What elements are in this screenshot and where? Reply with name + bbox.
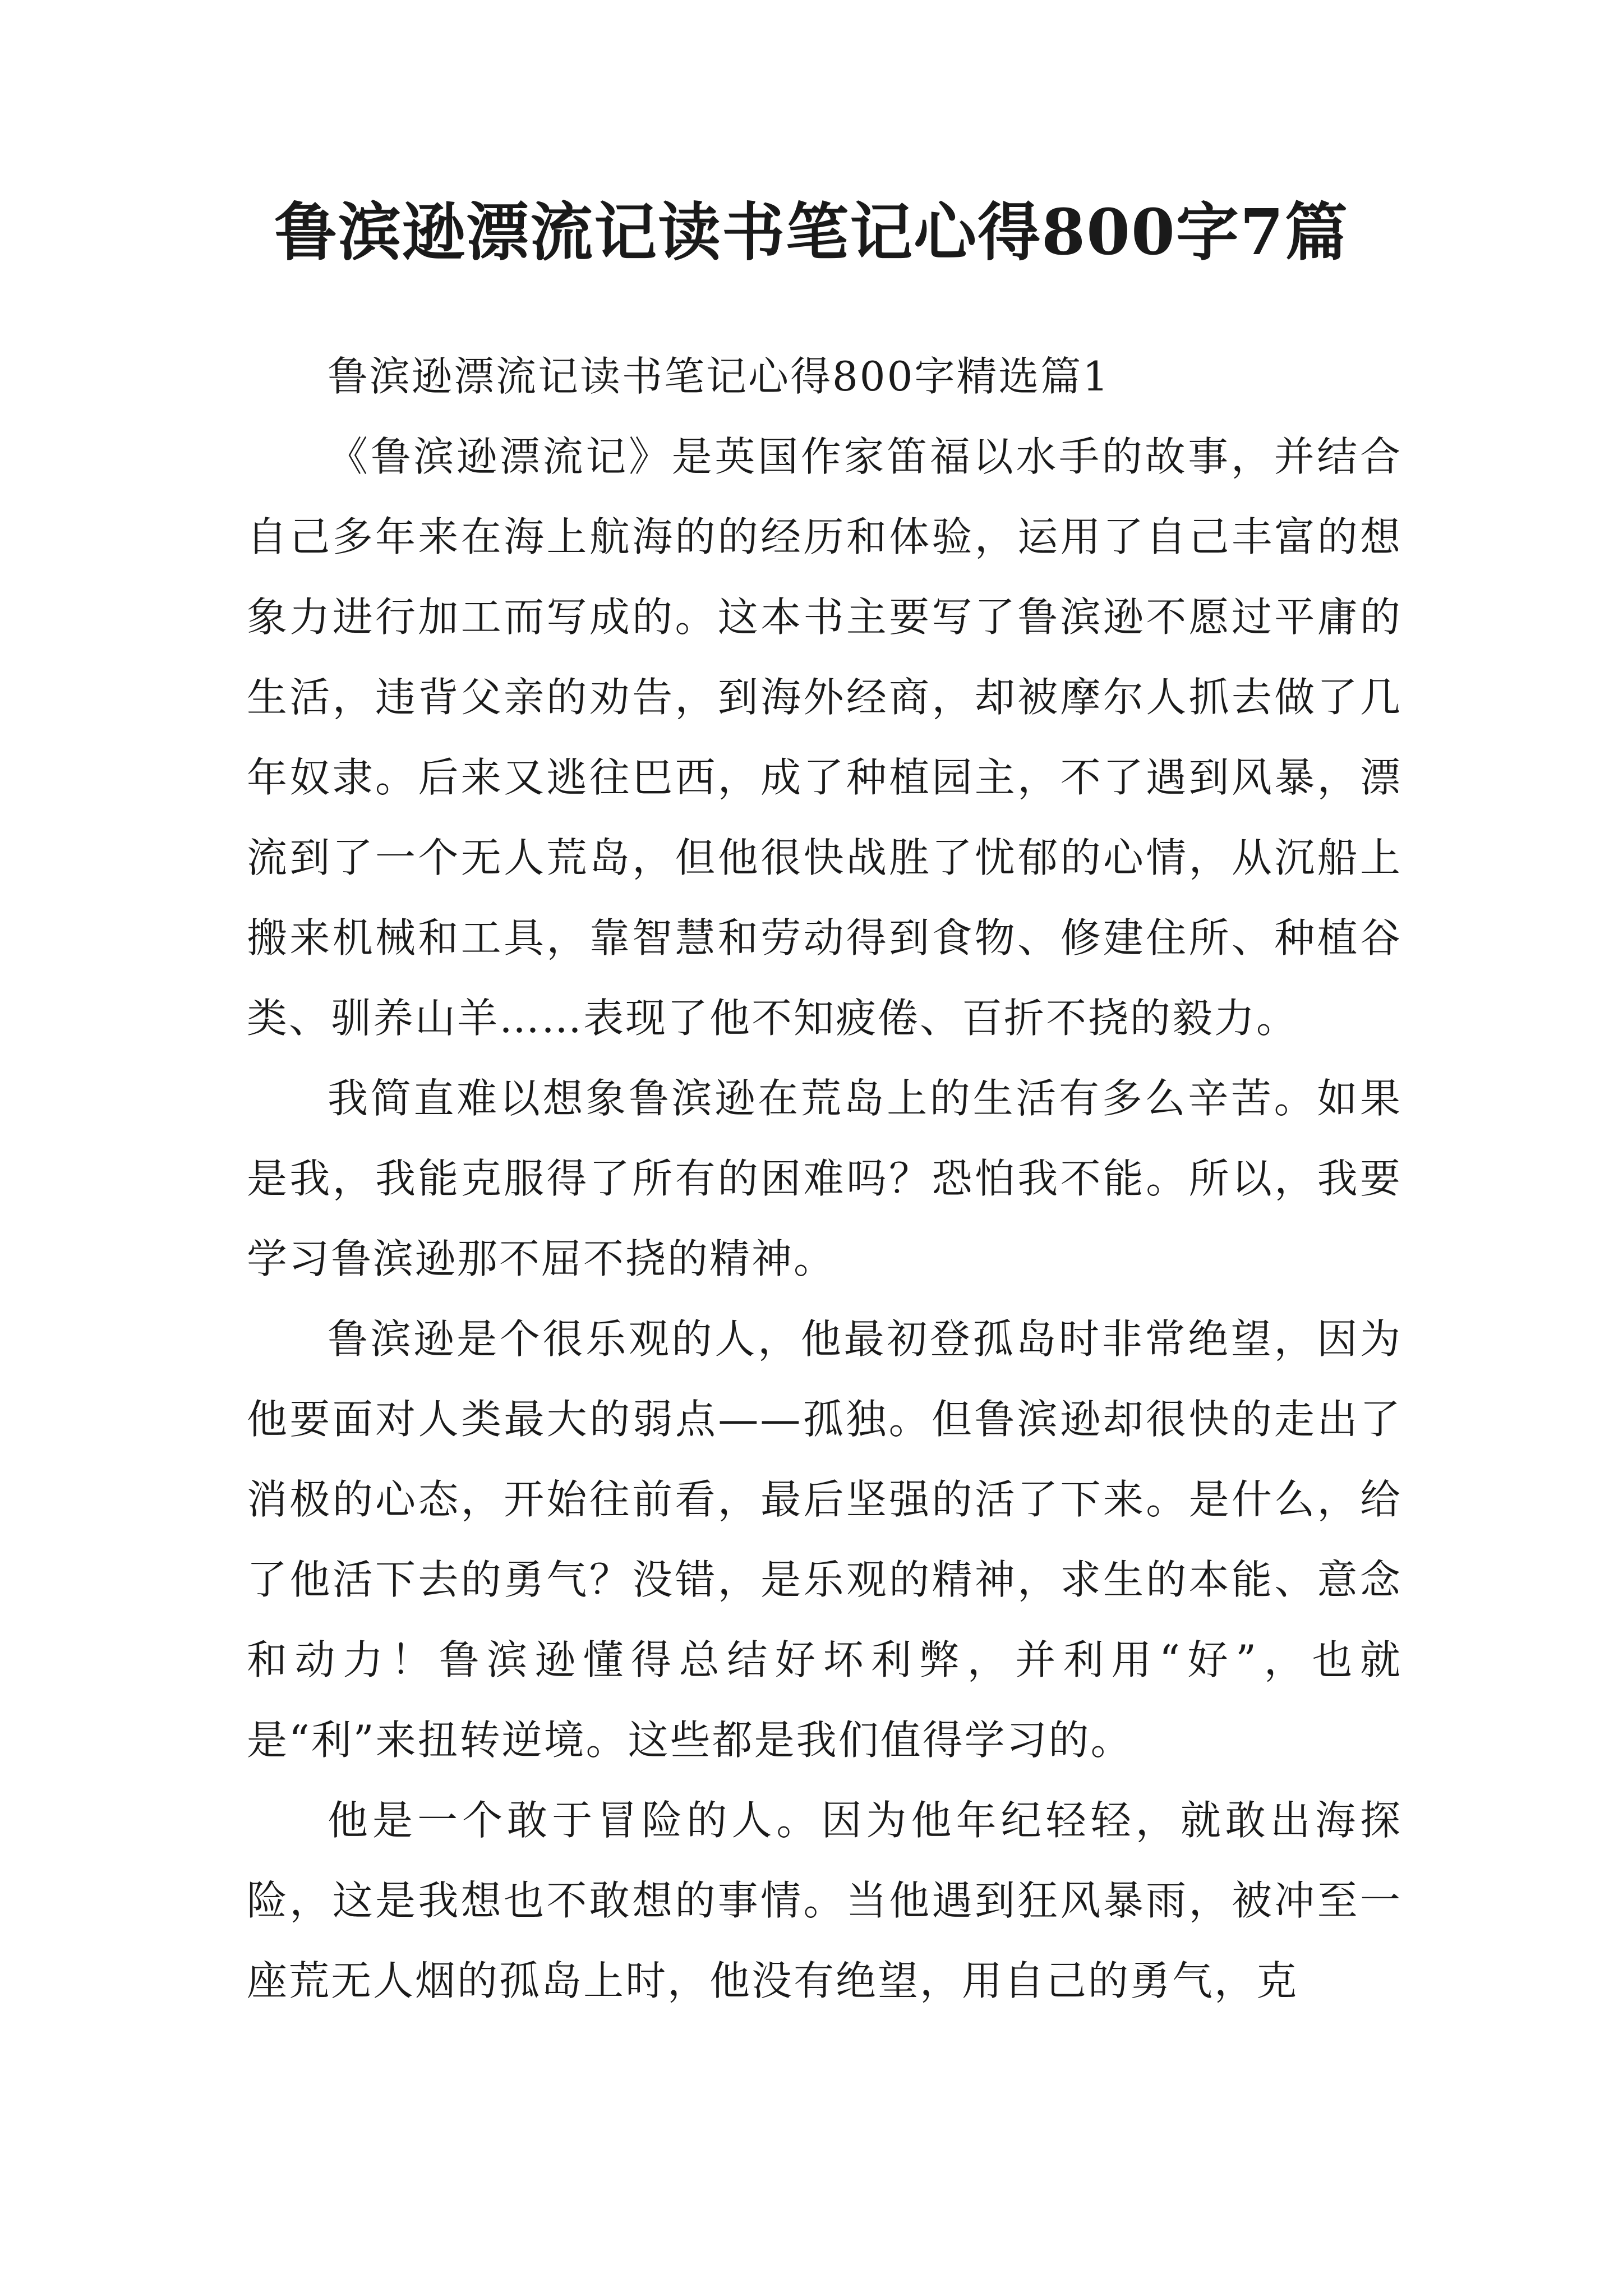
- paragraph: 我简直难以想象鲁滨逊在荒岛上的生活有多么辛苦。如果是我，我能克服得了所有的困难吗？恐怕我不能。所以，我要学习鲁滨逊那不屈不挠的精神。: [247, 1075, 1402, 1282]
- paragraph: 《鲁滨逊漂流记》是英国作家笛福以水手的故事，并结合自己多年来在海上航海的的经历和体验，运用了自己丰富的想象力进行加工而写成的。这本书主要写了鲁滨逊不愿过平庸的生活，违背父亲的劝告，到海外经商，却被摩尔人抓去做了几年奴隶。后来又逃往巴西，成了种植园主，不了遇到风暴，漂流到了一个无人荒岛，但他很快战胜了忧郁的心情，从沉船上搬来机械和工具，靠智慧和劳动得到食物、修建住所、种植谷类、驯养山羊……表现了他不知疲倦、百折不挠的毅力。: [247, 433, 1402, 1042]
- document-body: [247, 337, 1402, 2021]
- paragraph: 他是一个敢于冒险的人。因为他年纪轻轻，就敢出海探险，这是我想也不敢想的事情。当他遇到狂风暴雨，被冲至一座荒无人烟的孤岛上时，他没有绝望，用自己的勇气，克: [247, 1797, 1402, 2004]
- paragraph: 鲁滨逊是个很乐观的人，他最初登孤岛时非常绝望，因为他要面对人类最大的弱点——孤独。但鲁滨逊却很快的走出了消极的心态，开始往前看，最后坚强的活了下来。是什么，给了他活下去的勇气？没错，是乐观的精神，求生的本能、意念和动力！鲁滨逊懂得总结好坏利弊，并利用“好”，也就是“利”来扭转逆境。这些都是我们值得学习的。: [247, 1315, 1402, 1764]
- document-title: 鲁滨逊漂流记读书笔记心得800字7篇: [274, 196, 1349, 269]
- section-heading: 鲁滨逊漂流记读书笔记心得800字精选篇1: [328, 353, 1110, 400]
